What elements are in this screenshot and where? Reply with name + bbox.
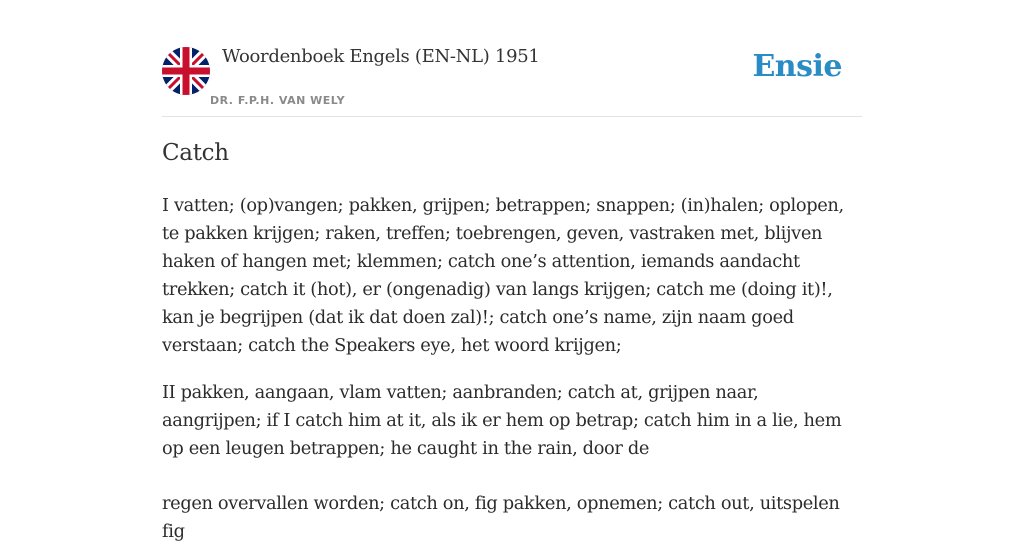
dictionary-author: DR. F.P.H. VAN WELY	[210, 94, 346, 107]
dictionary-header	[162, 0, 862, 117]
entry-paragraph-2: II pakken, aangaan, vlam vatten; aanbranden; catch at, grijpen naar, aangrijpen; if I catch him at it, als ik er hem op betrap; catch him in a lie, hem op een leugen betrappen; he caught in the rain, door de	[162, 382, 842, 459]
entry-paragraph-3: regen overvallen worden; catch on, fig pakken, opnemen; catch out, uitspelen fig	[162, 493, 840, 542]
entry-word-title: Catch	[162, 140, 229, 166]
uk-flag-icon	[162, 47, 210, 95]
dictionary-title[interactable]: Woordenboek Engels (EN-NL) 1951	[222, 46, 540, 67]
entry-paragraph-1: I vatten; (op)vangen; pakken, grijpen; betrappen; snappen; (in)halen; oplopen, te pakken krijgen; raken, treffen; toebrengen, geven, vastraken met, blijven haken of hangen met; klemmen; catch one’s attention, iemands aandacht trekken; catch it (hot), er (ongenadig) van langs krijgen; catch me (doing it)!, kan je begrijpen (dat ik dat doen zal)!; catch one’s name, zijn naam goed verstaan; catch the Speakers eye, het woord krijgen;	[162, 195, 844, 356]
ensie-logo-link[interactable]: Ensie	[752, 49, 842, 84]
page	[162, 0, 862, 542]
